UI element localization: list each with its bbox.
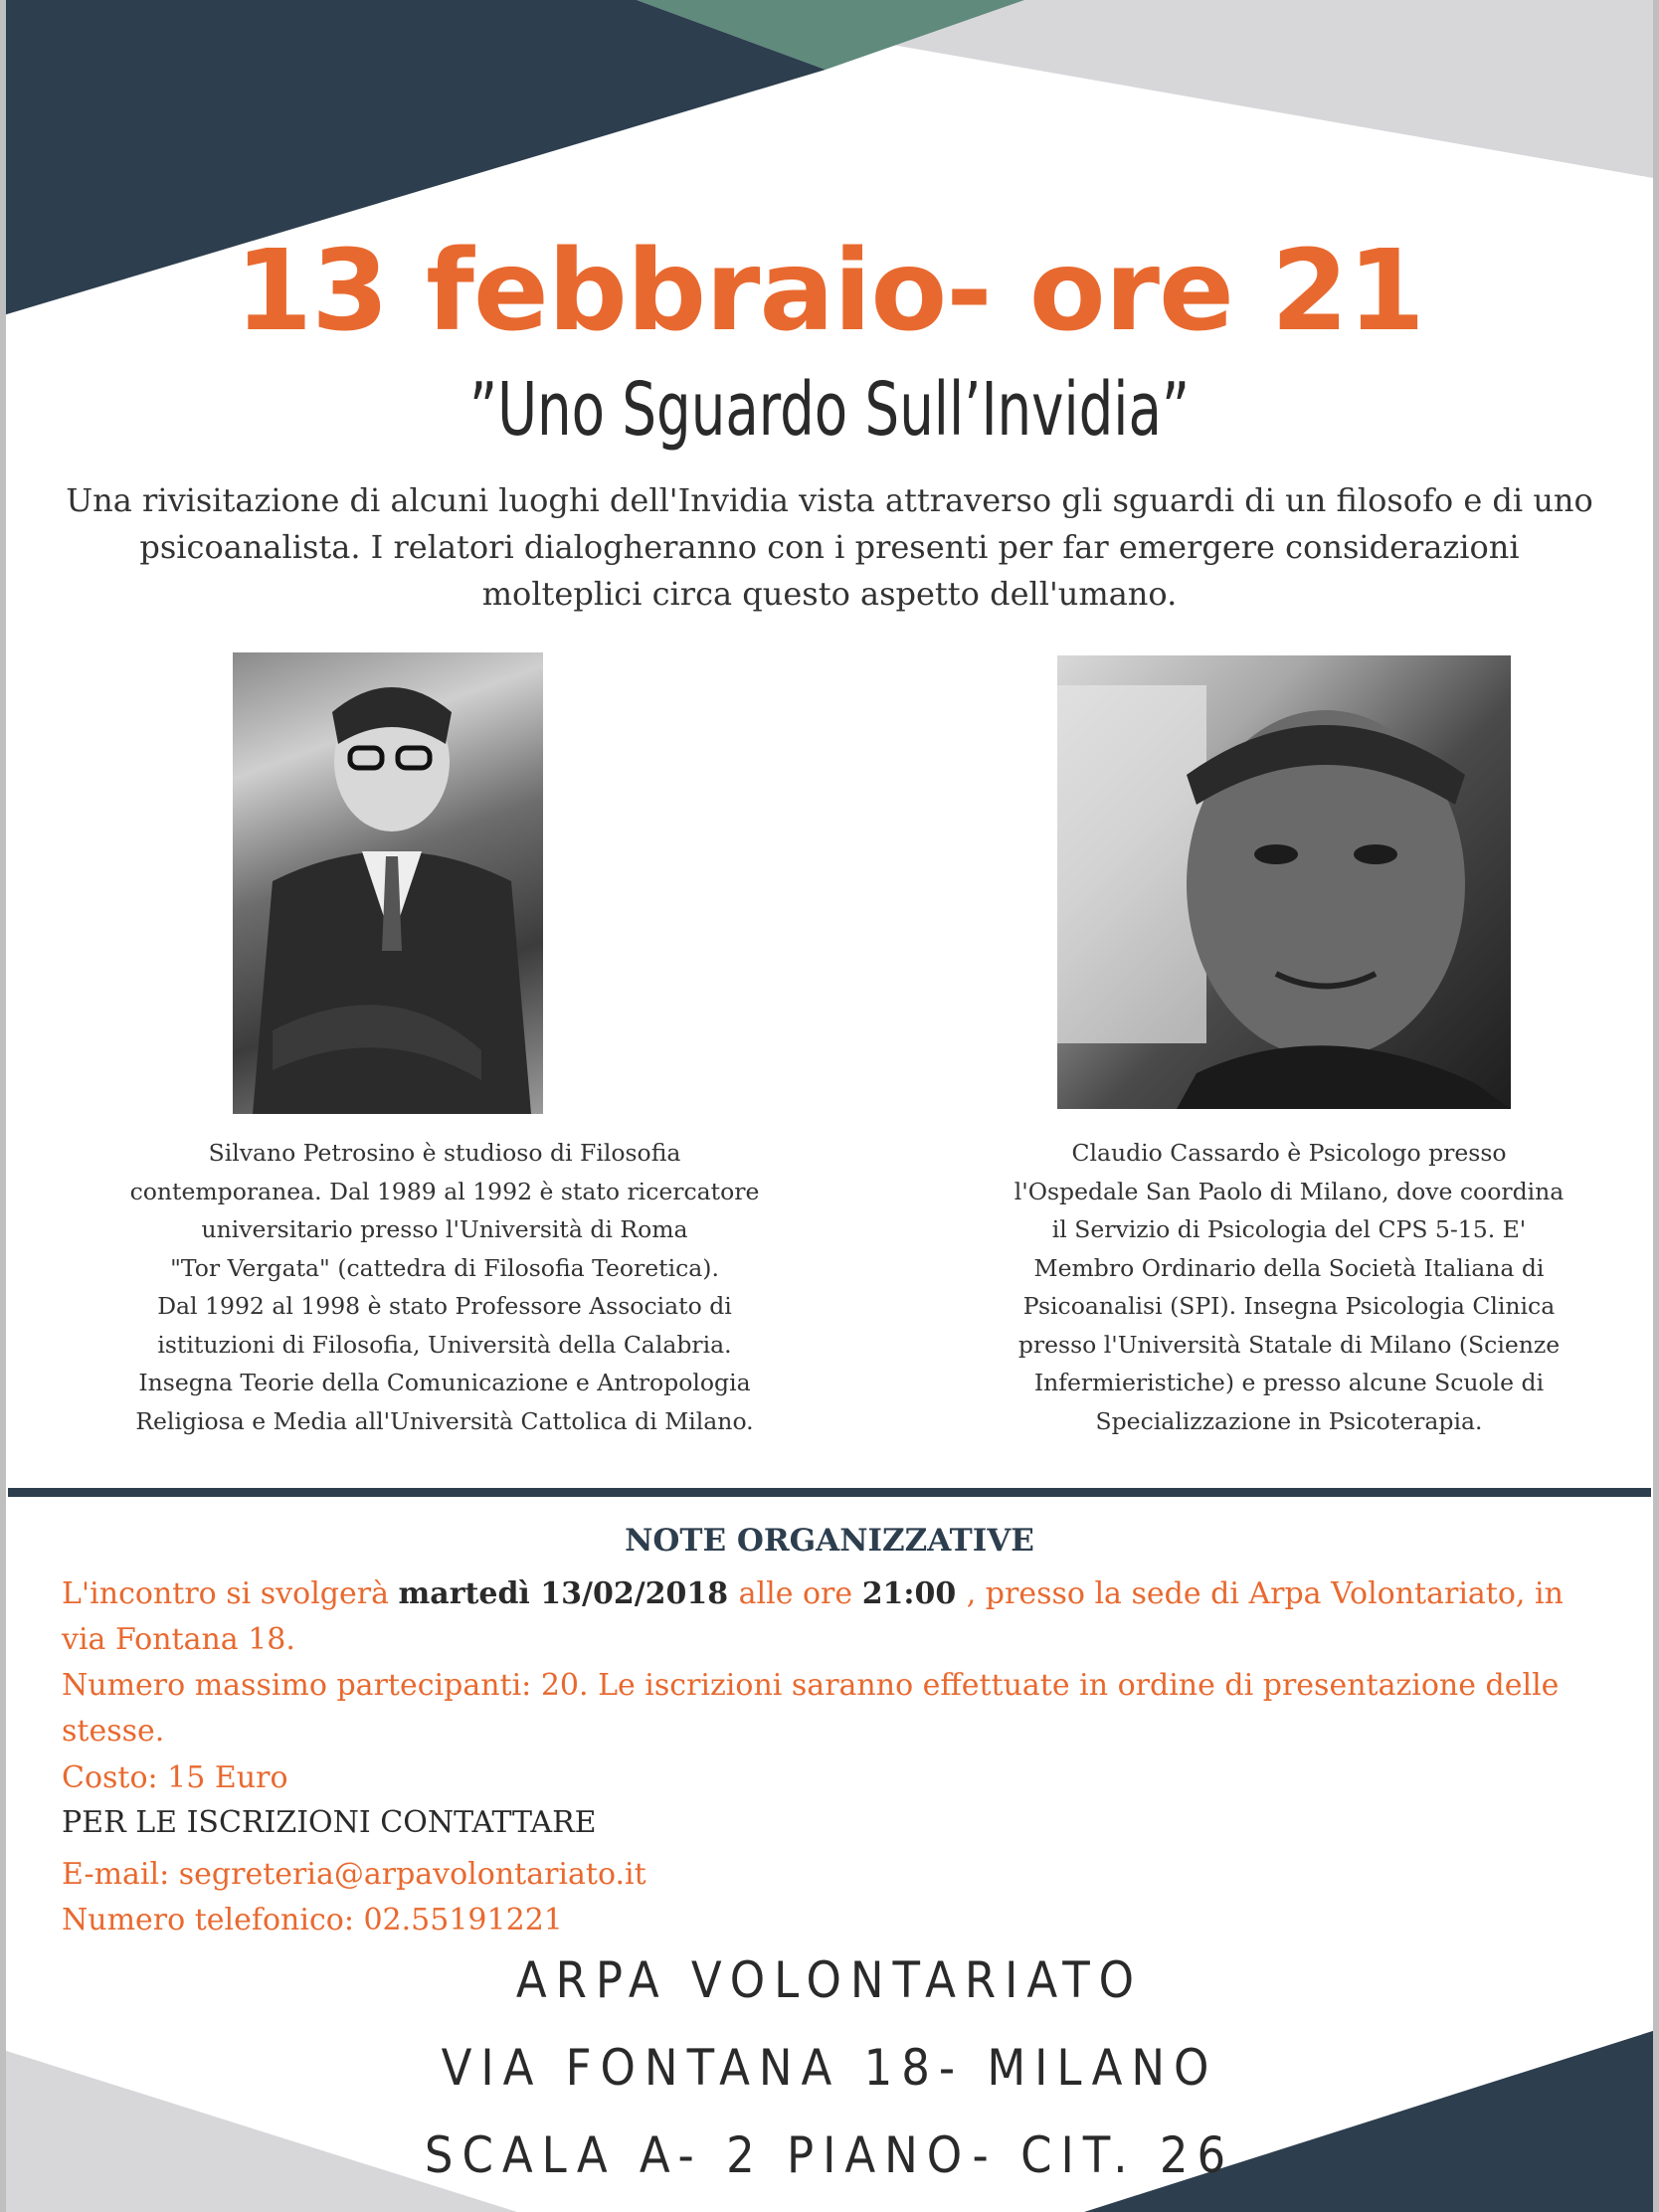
- address-line-organization: ARPA VOLONTARIATO: [515, 1951, 1144, 2009]
- speaker-bio-left: [111, 1134, 778, 1440]
- event-time: 21:00: [861, 1576, 967, 1611]
- note-contact-heading: PER LE ISCRIZIONI CONTATTARE: [62, 1805, 597, 1840]
- bio-line: l'Ospedale San Paolo di Milano, dove coordina: [1014, 1177, 1565, 1205]
- bio-line: Silvano Petrosino è studioso di Filosofia: [208, 1139, 681, 1167]
- speaker-photo-right: [1057, 655, 1511, 1109]
- event-date: 13 febbraio- ore 21: [235, 227, 1424, 356]
- note-text: alle ore: [738, 1576, 862, 1611]
- contact-phone[interactable]: Numero telefonico: 02.55191221: [62, 1903, 563, 1937]
- contact-email[interactable]: E-mail: segreteria@arpavolontariato.it: [62, 1857, 646, 1892]
- bio-line: Specializzazione in Psicoterapia.: [1095, 1406, 1483, 1435]
- speaker-bio-right: [981, 1134, 1597, 1440]
- address-line-street: VIA FONTANA 18- MILANO: [441, 2039, 1218, 2097]
- bio-line: universitario presso l'Università di Roma: [201, 1215, 688, 1243]
- bio-line: Psicoanalisi (SPI). Insegna Psicologia Clinica: [1022, 1292, 1556, 1320]
- section-divider: [8, 1488, 1651, 1497]
- bio-line: "Tor Vergata" (cattedra di Filosofia Teoretica).: [170, 1253, 719, 1282]
- note-text: L'incontro si svolgerà: [62, 1576, 399, 1611]
- note-cost: Costo: 15 Euro: [62, 1760, 288, 1795]
- bio-line: presso l'Università Statale di Milano (Scienze: [1017, 1330, 1561, 1359]
- bio-line: contemporanea. Dal 1989 al 1992 è stato ricercatore: [129, 1177, 760, 1205]
- speaker-photo-left: [233, 652, 543, 1114]
- event-title: ”Uno Sguardo Sull’Invidia”: [468, 367, 1191, 453]
- address-line-building: SCALA A- 2 PIANO- CIT. 26: [424, 2126, 1235, 2184]
- bio-line: istituzioni di Filosofia, Università della Calabria.: [157, 1330, 732, 1359]
- note-participants: Numero massimo partecipanti: 20. Le iscrizioni saranno effettuate in ordine di presentazione delle stesse.: [62, 1668, 1560, 1749]
- notes-heading: NOTE ORGANIZZATIVE: [625, 1523, 1034, 1559]
- bio-line: Infermieristiche) e presso alcune Scuole di: [1033, 1369, 1545, 1396]
- bio-line: Membro Ordinario della Società Italiana di: [1033, 1253, 1545, 1282]
- note-event-details: [62, 1571, 1613, 1663]
- bio-line: Insegna Teorie della Comunicazione e Antropologia: [138, 1369, 751, 1396]
- bio-line: il Servizio di Psicologia del CPS 5-15. E': [1051, 1215, 1527, 1243]
- event-day: martedì 13/02/2018: [398, 1576, 739, 1611]
- bio-line: Religiosa e Media all'Università Cattolica di Milano.: [135, 1406, 754, 1435]
- bio-line: Dal 1992 al 1998 è stato Professore Associato di: [157, 1292, 732, 1320]
- bio-line: Claudio Cassardo è Psicologo presso: [1071, 1139, 1507, 1167]
- event-intro: Una rivisitazione di alcuni luoghi dell'Invidia vista attraverso gli sguardi di un filosofo e di uno psicoanalista. I relatori dialogheranno con i presenti per far emergere considerazioni molteplici circa questo aspetto dell'umano.: [66, 481, 1593, 613]
- note-text: , presso la sede di Arpa Volontariato, in via Fontana 18.: [62, 1576, 1564, 1657]
